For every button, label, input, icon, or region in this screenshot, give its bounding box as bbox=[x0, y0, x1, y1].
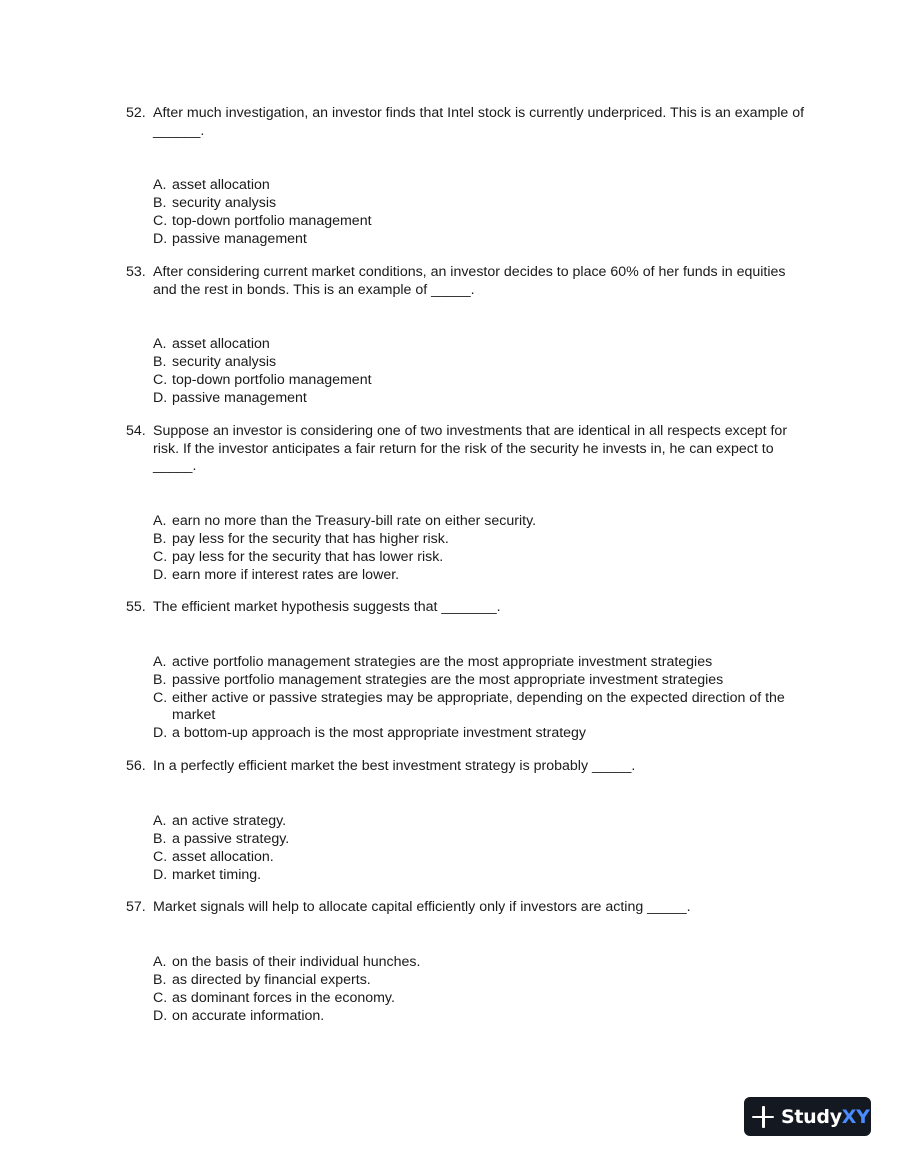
option-c bbox=[153, 989, 806, 1007]
option-text: market timing. bbox=[172, 866, 262, 883]
option-letter: D. bbox=[153, 566, 168, 583]
answer-options bbox=[126, 512, 806, 584]
option-letter: D. bbox=[153, 724, 168, 741]
option-text: passive portfolio management strategies are the most appropriate investment strategies bbox=[172, 671, 724, 688]
option-a bbox=[153, 653, 806, 671]
option-a bbox=[153, 512, 806, 530]
question-stem bbox=[126, 899, 806, 917]
option-text: earn no more than the Treasury-bill rate on either security. bbox=[172, 512, 537, 529]
option-letter: C. bbox=[153, 213, 168, 229]
option-a bbox=[153, 335, 806, 353]
option-text: pay less for the security that has higher risk. bbox=[172, 530, 449, 547]
brand-main: Study bbox=[781, 1105, 842, 1128]
option-letter: B. bbox=[153, 830, 167, 847]
option-letter: A. bbox=[153, 512, 167, 529]
option-letter: C. bbox=[153, 989, 168, 1006]
option-d bbox=[153, 866, 806, 884]
question-55 bbox=[126, 599, 806, 742]
option-text: as directed by financial experts. bbox=[172, 971, 371, 988]
option-letter: A. bbox=[153, 336, 167, 352]
option-text: asset allocation. bbox=[172, 848, 274, 865]
question-stem bbox=[126, 264, 806, 299]
option-b bbox=[153, 971, 806, 989]
option-a bbox=[153, 812, 806, 830]
answer-options bbox=[126, 176, 806, 248]
option-text: active portfolio management strategies are the most appropriate investment strategies bbox=[172, 653, 713, 670]
option-c bbox=[153, 848, 806, 866]
option-c bbox=[153, 548, 806, 566]
question-57 bbox=[126, 899, 806, 1025]
option-text: passive management bbox=[172, 231, 307, 247]
answer-options bbox=[126, 335, 806, 407]
option-c bbox=[153, 689, 806, 724]
question-54 bbox=[126, 423, 806, 584]
option-text: an active strategy. bbox=[172, 812, 287, 829]
question-stem bbox=[126, 105, 806, 140]
option-letter: D. bbox=[153, 866, 168, 883]
option-letter: C. bbox=[153, 548, 168, 565]
question-53 bbox=[126, 264, 806, 407]
option-letter: C. bbox=[153, 848, 168, 865]
option-text: top-down portfolio management bbox=[172, 213, 372, 229]
option-d bbox=[153, 230, 806, 248]
question-stem bbox=[126, 758, 806, 776]
option-letter: C. bbox=[153, 372, 168, 388]
question-stem bbox=[126, 599, 806, 617]
option-text: pay less for the security that has lower risk. bbox=[172, 548, 444, 565]
option-d bbox=[153, 566, 806, 584]
plus-icon bbox=[752, 1106, 774, 1128]
option-letter: B. bbox=[153, 530, 167, 547]
option-d bbox=[153, 389, 806, 407]
option-d bbox=[153, 724, 806, 742]
question-text: After considering current market conditions, an investor decides to place 60% of her funds in equities and the rest in bonds. This is an example of _____. bbox=[153, 264, 786, 298]
question-number: 57. bbox=[126, 899, 146, 915]
option-text: passive management bbox=[172, 390, 307, 406]
option-b bbox=[153, 194, 806, 212]
option-letter: C. bbox=[153, 689, 168, 706]
option-b bbox=[153, 530, 806, 548]
answer-options bbox=[126, 653, 806, 742]
option-letter: A. bbox=[153, 812, 167, 829]
option-letter: D. bbox=[153, 231, 168, 247]
option-text: on accurate information. bbox=[172, 1007, 325, 1024]
option-letter: A. bbox=[153, 177, 167, 193]
option-b bbox=[153, 671, 806, 689]
question-text: Suppose an investor is considering one of two investments that are identical in all respects except for risk. If the investor anticipates a fair return for the risk of the security he invests in, he can expect to _____. bbox=[153, 423, 788, 474]
brand-accent: XY bbox=[841, 1105, 870, 1128]
option-text: security analysis bbox=[172, 354, 277, 370]
option-letter: B. bbox=[153, 971, 167, 988]
option-text: asset allocation bbox=[172, 336, 270, 352]
option-b bbox=[153, 353, 806, 371]
option-b bbox=[153, 830, 806, 848]
option-text: security analysis bbox=[172, 195, 277, 211]
question-number: 53. bbox=[126, 264, 146, 280]
option-a bbox=[153, 953, 806, 971]
question-number: 54. bbox=[126, 423, 146, 439]
option-text: either active or passive strategies may be appropriate, depending on the expected direction of the market bbox=[172, 689, 785, 723]
brand-name bbox=[781, 1106, 870, 1128]
option-letter: D. bbox=[153, 1007, 168, 1024]
option-text: earn more if interest rates are lower. bbox=[172, 566, 400, 583]
option-c bbox=[153, 212, 806, 230]
question-text: Market signals will help to allocate capital efficiently only if investors are acting _____. bbox=[153, 899, 691, 915]
studyxy-logo bbox=[744, 1097, 871, 1136]
question-text: After much investigation, an investor finds that Intel stock is currently underpriced. This is an example of ______. bbox=[153, 105, 805, 139]
question-text: The efficient market hypothesis suggests that _______. bbox=[153, 599, 501, 615]
option-d bbox=[153, 1007, 806, 1025]
question-52 bbox=[126, 105, 806, 248]
option-letter: B. bbox=[153, 195, 167, 211]
option-text: asset allocation bbox=[172, 177, 270, 193]
option-c bbox=[153, 371, 806, 389]
question-text: In a perfectly efficient market the best investment strategy is probably _____. bbox=[153, 758, 636, 774]
option-text: top-down portfolio management bbox=[172, 372, 372, 388]
option-a bbox=[153, 176, 806, 194]
question-number: 56. bbox=[126, 758, 146, 774]
option-text: a passive strategy. bbox=[172, 830, 290, 847]
question-number: 55. bbox=[126, 599, 146, 615]
answer-options bbox=[126, 812, 806, 884]
answer-options bbox=[126, 953, 806, 1025]
option-text: a bottom-up approach is the most appropriate investment strategy bbox=[172, 724, 587, 741]
option-text: as dominant forces in the economy. bbox=[172, 989, 395, 1006]
option-letter: A. bbox=[153, 653, 167, 670]
option-letter: A. bbox=[153, 953, 167, 970]
option-letter: B. bbox=[153, 671, 167, 688]
question-56 bbox=[126, 758, 806, 884]
option-text: on the basis of their individual hunches. bbox=[172, 953, 421, 970]
option-letter: B. bbox=[153, 354, 167, 370]
option-letter: D. bbox=[153, 390, 168, 406]
question-stem bbox=[126, 423, 806, 476]
question-number: 52. bbox=[126, 105, 146, 121]
